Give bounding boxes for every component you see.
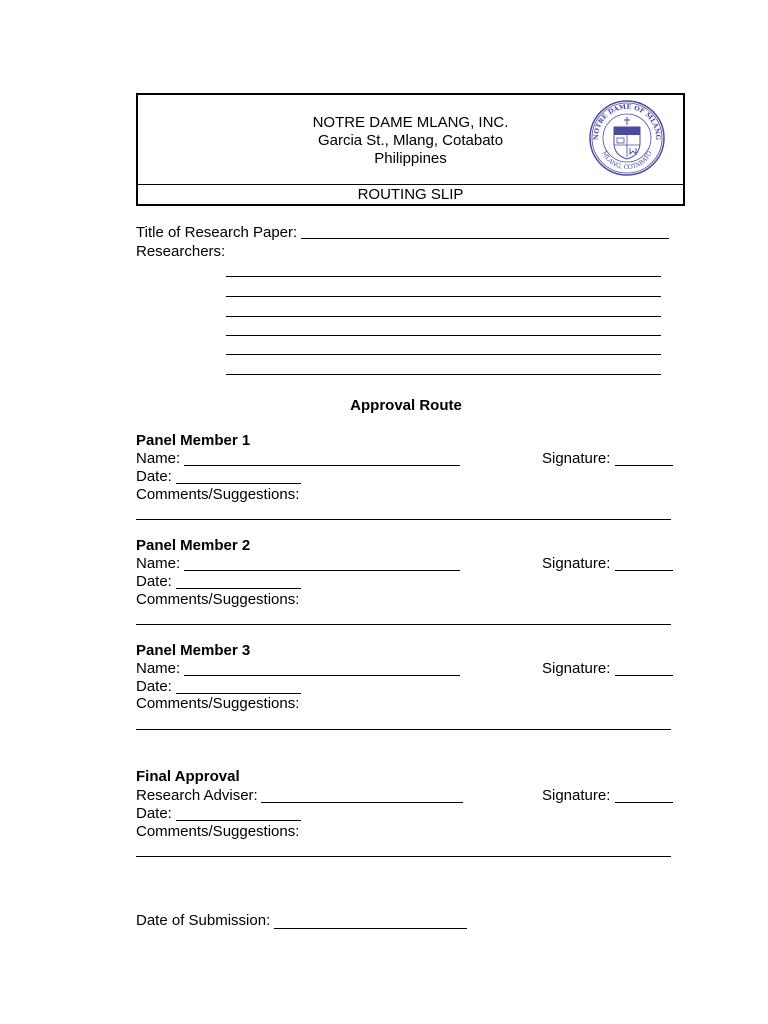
panel-3-date-label: Date: [136, 678, 172, 695]
panel-1-name-line[interactable] [184, 465, 460, 466]
panel-2-name-line[interactable] [184, 570, 460, 571]
date-of-submission-label: Date of Submission: [136, 912, 271, 929]
panel-3-signature-label: Signature: [542, 660, 611, 677]
header-divider [138, 184, 683, 185]
school-seal-logo [588, 99, 666, 177]
researcher-line-2[interactable] [226, 296, 661, 297]
panel-3-name-line[interactable] [184, 675, 460, 676]
panel-3-name-label: Name: [136, 660, 181, 677]
panel-1-heading: Panel Member 1 [136, 432, 251, 449]
panel-1-date-line[interactable] [176, 483, 301, 484]
institution-country: Philippines [374, 150, 447, 167]
seal-text-top: NOTRE DAME OF MLANG [591, 102, 663, 141]
research-title-label: Title of Research Paper: [136, 224, 298, 241]
panel-1-comments-label: Comments/Suggestions: [136, 486, 300, 503]
panel-2-name-label: Name: [136, 555, 181, 572]
research-adviser-label: Research Adviser: [136, 787, 258, 804]
institution-address: Garcia St., Mlang, Cotabato [317, 132, 504, 149]
final-approval-heading: Final Approval [136, 768, 240, 785]
panel-1-date-label: Date: [136, 468, 172, 485]
research-adviser-line[interactable] [261, 802, 463, 803]
final-comments-line[interactable] [136, 856, 671, 857]
research-title-line[interactable] [301, 238, 669, 239]
panel-3-comments-label: Comments/Suggestions: [136, 695, 300, 712]
researcher-line-1[interactable] [226, 276, 661, 277]
final-date-label: Date: [136, 805, 172, 822]
final-comments-label: Comments/Suggestions: [136, 823, 300, 840]
panel-2-signature-line[interactable] [615, 570, 673, 571]
panel-2-signature-label: Signature: [542, 555, 611, 572]
panel-3-heading: Panel Member 3 [136, 642, 251, 659]
date-of-submission-line[interactable] [274, 928, 467, 929]
researcher-line-3[interactable] [226, 316, 661, 317]
panel-2-comments-line[interactable] [136, 624, 671, 625]
final-signature-label: Signature: [542, 787, 611, 804]
panel-1-signature-label: Signature: [542, 450, 611, 467]
final-signature-line[interactable] [615, 802, 673, 803]
panel-2-heading: Panel Member 2 [136, 537, 251, 554]
researcher-line-5[interactable] [226, 354, 661, 355]
panel-1-comments-line[interactable] [136, 519, 671, 520]
panel-3-comments-line[interactable] [136, 729, 671, 730]
panel-2-comments-label: Comments/Suggestions: [136, 591, 300, 608]
researcher-line-4[interactable] [226, 335, 661, 336]
panel-2-date-line[interactable] [176, 588, 301, 589]
panel-1-name-label: Name: [136, 450, 181, 467]
panel-1-signature-line[interactable] [615, 465, 673, 466]
seal-text-bottom: MLANG, COTABATO [600, 150, 654, 172]
panel-3-signature-line[interactable] [615, 675, 673, 676]
header-box [136, 93, 685, 206]
panel-2-date-label: Date: [136, 573, 172, 590]
researcher-line-6[interactable] [226, 374, 661, 375]
institution-name: NOTRE DAME MLANG, INC. [312, 114, 509, 131]
panel-3-date-line[interactable] [176, 693, 301, 694]
final-date-line[interactable] [176, 820, 301, 821]
researchers-label: Researchers: [136, 243, 226, 260]
form-title: ROUTING SLIP [357, 186, 464, 203]
approval-route-heading: Approval Route [350, 397, 462, 414]
